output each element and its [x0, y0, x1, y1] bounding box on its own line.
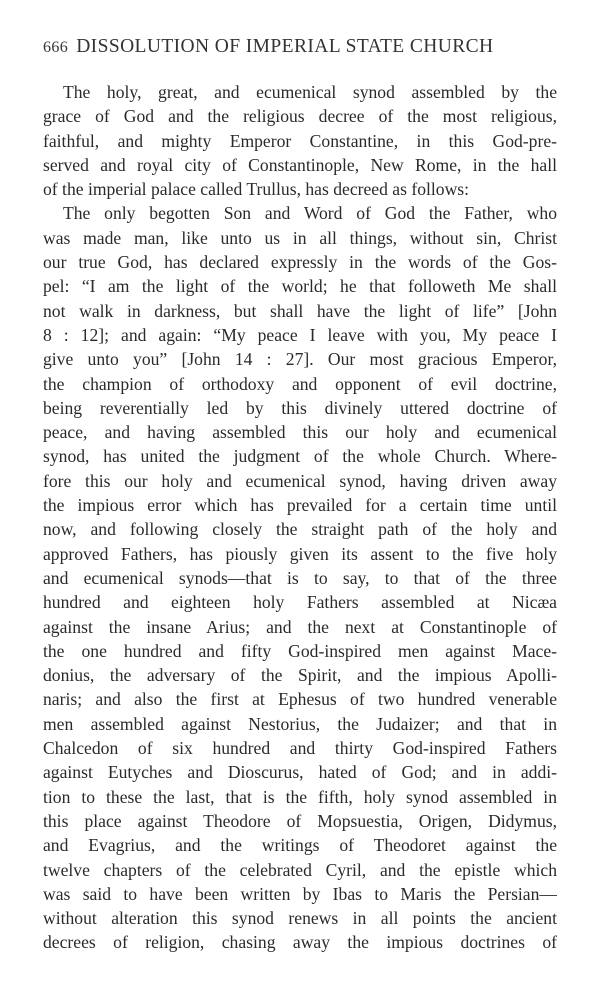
text-line: approved Fathers, has piously given its assent to the five holy	[43, 543, 557, 564]
text-line: our true God, has declared expressly in the words of the Gos-	[43, 252, 557, 273]
text-line: decrees of religion, chasing away the impious doctrines of	[43, 932, 557, 953]
text-line: hundred and eighteen holy Fathers assembled at Nicæa	[43, 592, 557, 613]
text-line: faithful, and mighty Emperor Constantine, in this God-pre-	[43, 130, 557, 151]
paragraph-2	[43, 201, 557, 954]
text-line: was said to have been written by Ibas to Maris the Persian—	[43, 883, 557, 904]
paragraph-1	[43, 80, 557, 201]
text-line: the impious error which has prevailed for a certain time until	[43, 495, 557, 516]
text-line: grace of God and the religious decree of the most religious,	[43, 106, 557, 127]
text-line: pel: “I am the light of the world; he that followeth Me shall	[43, 276, 557, 297]
text-line: donius, the adversary of the Spirit, and the impious Apolli-	[43, 665, 557, 686]
text-line: against Eutyches and Dioscurus, hated of God; and in addi-	[43, 762, 557, 783]
text-line: fore this our holy and ecumenical synod, having driven away	[43, 470, 557, 491]
text-line: the champion of orthodoxy and opponent of evil doctrine,	[43, 373, 557, 394]
text-line: peace, and having assembled this our holy and ecumenical	[43, 422, 557, 443]
text-line: The holy, great, and ecumenical synod assembled by the	[63, 82, 557, 102]
text-line: without alteration this synod renews in all points the ancient	[43, 908, 557, 929]
text-line: not walk in darkness, but shall have the light of life” [John	[43, 300, 557, 321]
text-line: men assembled against Nestorius, the Judaizer; and that in	[43, 713, 557, 734]
body-text	[43, 80, 557, 955]
text-line: was made man, like unto us in all things, without sin, Christ	[43, 227, 557, 248]
text-line: now, and following closely the straight path of the holy and	[43, 519, 557, 540]
running-head	[43, 36, 563, 58]
text-line: tion to these the last, that is the fifth, holy synod assembled in	[43, 786, 557, 807]
text-line: and ecumenical synods—that is to say, to that of the three	[43, 567, 557, 588]
text-line: Chalcedon of six hundred and thirty God-inspired Fathers	[43, 738, 557, 759]
text-line: and Evagrius, and the writings of Theodoret against the	[43, 835, 557, 856]
text-line: synod, has united the judgment of the whole Church. Where-	[43, 446, 557, 467]
page-number: 666	[43, 39, 69, 56]
text-line: 8 : 12]; and again: “My peace I leave with you, My peace I	[43, 324, 557, 345]
text-line: being reverentially led by this divinely uttered doctrine of	[43, 397, 557, 418]
text-line: the one hundred and fifty God-inspired men against Mace-	[43, 640, 557, 661]
text-line: give unto you” [John 14 : 27]. Our most gracious Emperor,	[43, 349, 557, 370]
running-title: DISSOLUTION OF IMPERIAL STATE CHURCH	[76, 36, 494, 57]
text-line: The only begotten Son and Word of God the Father, who	[63, 203, 557, 224]
text-line: of the imperial palace called Trullus, has decreed as follows:	[43, 179, 470, 200]
text-line: twelve chapters of the celebrated Cyril, and the epistle which	[43, 859, 557, 880]
text-line: this place against Theodore of Mopsuestia, Origen, Didymus,	[43, 810, 557, 831]
text-line: naris; and also the first at Ephesus of two hundred venerable	[43, 689, 557, 710]
text-line: served and royal city of Constantinople, New Rome, in the hall	[43, 154, 557, 175]
text-line: against the insane Arius; and the next at Constantinople of	[43, 616, 557, 637]
